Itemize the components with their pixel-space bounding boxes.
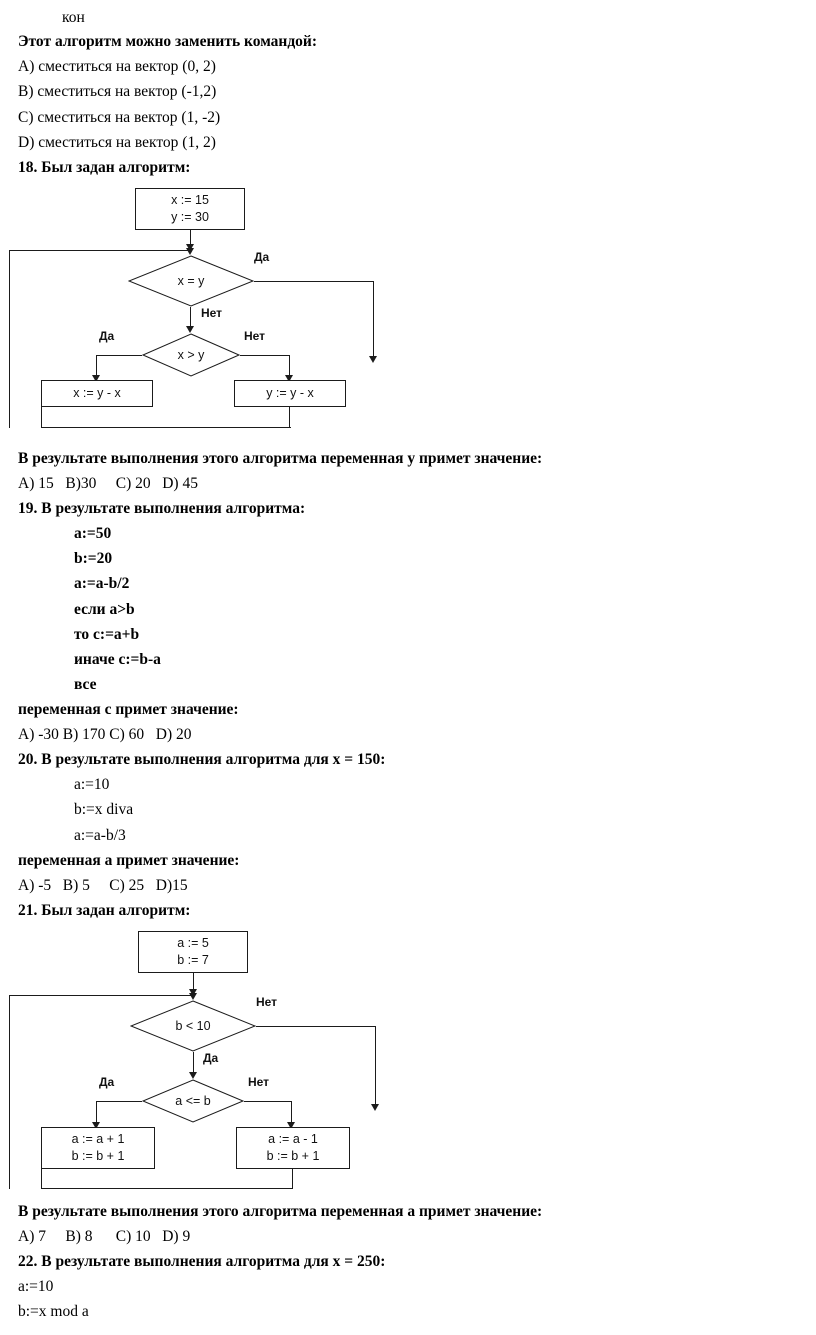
paragraph: В результате выполнения этого алгоритма переменная у примет значение: — [18, 449, 543, 467]
text-block-top — [18, 29, 798, 180]
flowchart1-cond2-no-label: Нет — [244, 328, 266, 343]
arrow — [369, 356, 377, 363]
flowchart2-condition2-label: a <= b — [175, 1093, 211, 1108]
connector — [193, 1052, 194, 1074]
arrow — [186, 326, 194, 333]
connector — [41, 1188, 293, 1189]
arrow — [189, 1072, 197, 1079]
paragraph: a:=a-b/3 — [74, 826, 126, 844]
flowchart2-cond2-yes-label: Да — [99, 1074, 115, 1089]
connector — [254, 281, 374, 282]
question-18-heading: 18. Был задан алгоритм: — [18, 158, 191, 176]
connector — [375, 1026, 376, 1108]
connector — [41, 427, 291, 428]
paragraph: a:=a-b/2 — [74, 575, 130, 593]
flowchart1-right-box — [234, 380, 346, 407]
connector — [373, 281, 374, 360]
flowchart2-start-box — [138, 931, 248, 973]
paragraph: C) сместиться на вектор (1, -2) — [18, 108, 221, 126]
flowchart1-right-box-label: y := y - x — [266, 385, 314, 400]
question-22-heading: 22. В результате выполнения алгоритма для х = 250: — [18, 1253, 386, 1271]
connector — [292, 1169, 293, 1189]
flowchart1-condition2 — [142, 333, 240, 377]
flowchart-18 — [18, 184, 798, 400]
connector — [41, 1169, 42, 1189]
paragraph: В результате выполнения этого алгоритма переменная a примет значение: — [18, 1202, 543, 1220]
flowchart2-left-box-line2: b := b + 1 — [71, 1148, 125, 1163]
flowchart1-cond2-yes-label: Да — [99, 328, 115, 343]
flowchart1-condition1 — [128, 255, 254, 307]
flowchart1-start-line2: y := 30 — [171, 209, 209, 224]
question-19-heading: 19. В результате выполнения алгоритма: — [18, 500, 306, 518]
paragraph: a:=10 — [18, 1278, 54, 1296]
flowchart1-cond1-no-label: Нет — [201, 305, 223, 320]
paragraph: B) сместиться на вектор (-1,2) — [18, 83, 217, 101]
connector — [9, 995, 193, 996]
connector — [41, 407, 42, 428]
flowchart2-start-line1: a := 5 — [177, 936, 209, 951]
flowchart1-condition2-label: x > y — [177, 347, 205, 362]
arrow — [371, 1104, 379, 1111]
connector — [240, 355, 290, 356]
flowchart2-left-box-line1: a := a + 1 — [71, 1132, 125, 1147]
connector — [190, 307, 191, 328]
paragraph: переменная a примет значение: — [18, 851, 240, 869]
flowchart-21 — [18, 927, 798, 1163]
flowchart2-right-box-line1: a := a - 1 — [268, 1132, 318, 1147]
paragraph: b:=x diva — [74, 801, 134, 819]
paragraph: A) -30 B) 170 C) 60 D) 20 — [18, 726, 192, 744]
flowchart2-cond2-no-label: Нет — [248, 1074, 270, 1089]
paragraph: A) 15 B)30 C) 20 D) 45 — [18, 475, 198, 493]
flowchart1-condition1-label: x = y — [177, 273, 205, 288]
paragraph: если a>b — [74, 600, 135, 618]
flowchart1-left-box — [41, 380, 153, 407]
connector — [96, 1101, 142, 1102]
flowchart2-right-box — [236, 1127, 350, 1169]
connector — [9, 250, 190, 251]
flowchart2-cond1-yes-label: Да — [203, 1050, 219, 1065]
flowchart2-condition1-label: b < 10 — [175, 1018, 211, 1033]
arrow — [186, 244, 194, 251]
connector — [256, 1026, 376, 1027]
text-block-bottom — [18, 1199, 798, 1325]
paragraph: Этот алгоритм можно заменить командой: — [18, 33, 318, 51]
paragraph: то c:=a+b — [74, 625, 140, 643]
flowchart2-right-box-line2: b := b + 1 — [266, 1148, 320, 1163]
connector — [244, 1101, 292, 1102]
paragraph: D) сместиться на вектор (1, 2) — [18, 133, 216, 151]
paragraph: a:=50 — [74, 525, 112, 543]
connector — [9, 250, 10, 428]
flowchart1-cond1-yes-label: Да — [254, 249, 270, 264]
flowchart1-start-line1: x := 15 — [171, 193, 209, 208]
paragraph: b:=x mod a — [18, 1303, 89, 1321]
paragraph: b:=20 — [74, 550, 113, 568]
paragraph: иначе c:=b-a — [74, 650, 161, 668]
flowchart2-start-line2: b := 7 — [177, 952, 209, 967]
connector — [96, 355, 142, 356]
question-21-heading: 21. Был задан алгоритм: — [18, 901, 191, 919]
flowchart1-start-box — [135, 188, 245, 230]
arrow — [189, 989, 197, 996]
paragraph: a:=10 — [74, 776, 110, 794]
paragraph: A) -5 B) 5 C) 25 D)15 — [18, 876, 188, 894]
paragraph: A) сместиться на вектор (0, 2) — [18, 58, 216, 76]
connector — [9, 995, 10, 1189]
flowchart2-cond1-no-label: Нет — [256, 994, 278, 1009]
paragraph: переменная с примет значение: — [18, 701, 239, 718]
flowchart2-condition1 — [130, 1000, 256, 1052]
flowchart2-condition2 — [142, 1079, 244, 1123]
paragraph: A) 7 B) 8 C) 10 D) 9 — [18, 1228, 191, 1246]
top-fragment: кон — [62, 9, 85, 26]
connector — [289, 407, 290, 428]
question-20-heading: 20. В результате выполнения алгоритма для х = 150: — [18, 751, 386, 769]
flowchart1-left-box-label: x := y - x — [73, 385, 121, 400]
text-block-middle — [18, 446, 798, 923]
flowchart2-left-box — [41, 1127, 155, 1169]
paragraph: все — [74, 675, 97, 693]
